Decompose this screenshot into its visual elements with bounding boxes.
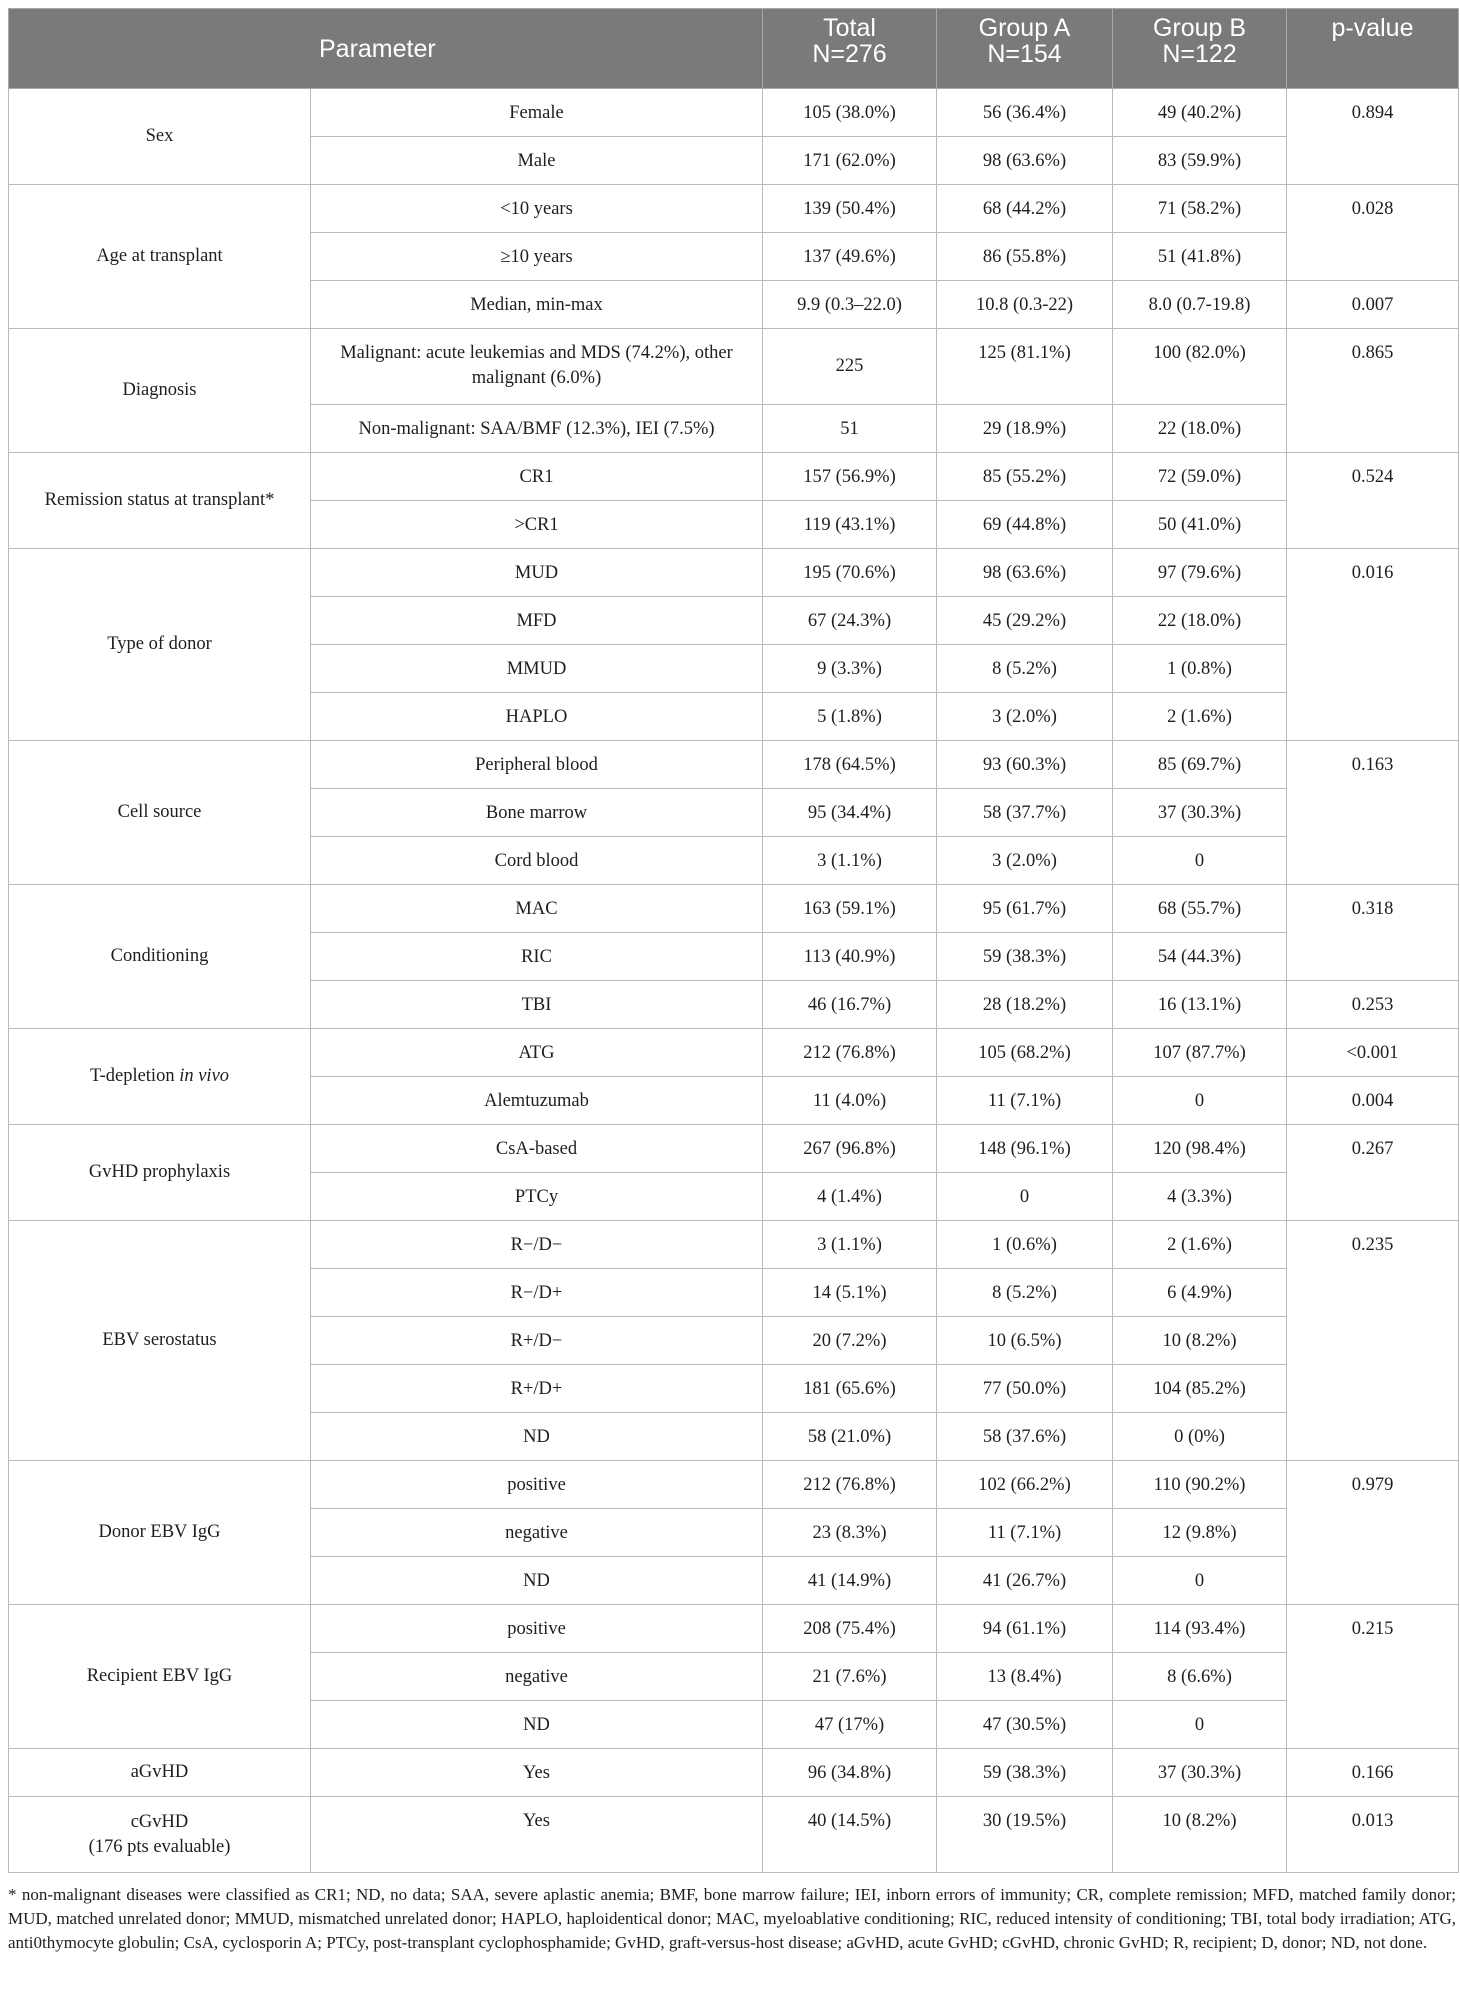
header-total: Total N=276 — [763, 9, 937, 89]
cell-b: 49 (40.2%) — [1113, 89, 1287, 137]
parameter-label: Recipient EBV IgG — [9, 1605, 311, 1749]
cell-total: 40 (14.5%) — [763, 1797, 937, 1873]
page — [8, 8, 1458, 1955]
table-row — [9, 885, 1459, 933]
cell-total: 47 (17%) — [763, 1701, 937, 1749]
cell-p-value: 0.979 — [1287, 1461, 1459, 1605]
cell-a: 13 (8.4%) — [937, 1653, 1113, 1701]
cell-a: 68 (44.2%) — [937, 185, 1113, 233]
cell-sub: ≥10 years — [311, 233, 763, 281]
cell-sub: MUD — [311, 549, 763, 597]
table-row — [9, 1029, 1459, 1077]
cell-p-value: 0.016 — [1287, 549, 1459, 741]
cell-b: 1 (0.8%) — [1113, 645, 1287, 693]
cell-sub: RIC — [311, 933, 763, 981]
cell-total: 14 (5.1%) — [763, 1269, 937, 1317]
cell-b: 2 (1.6%) — [1113, 693, 1287, 741]
cell-total: 3 (1.1%) — [763, 837, 937, 885]
cell-b: 51 (41.8%) — [1113, 233, 1287, 281]
parameter-label: Type of donor — [9, 549, 311, 741]
cell-a: 10.8 (0.3-22) — [937, 281, 1113, 329]
table-row — [9, 549, 1459, 597]
cell-total: 137 (49.6%) — [763, 233, 937, 281]
cell-b: 37 (30.3%) — [1113, 789, 1287, 837]
cell-p-value: 0.865 — [1287, 329, 1459, 453]
parameter-label: Sex — [9, 89, 311, 185]
header-parameter: Parameter — [9, 9, 763, 89]
cell-a: 77 (50.0%) — [937, 1365, 1113, 1413]
cell-sub: <10 years — [311, 185, 763, 233]
cell-a: 95 (61.7%) — [937, 885, 1113, 933]
cell-sub: R+/D+ — [311, 1365, 763, 1413]
table-row — [9, 329, 1459, 405]
cell-a: 69 (44.8%) — [937, 501, 1113, 549]
cell-a: 8 (5.2%) — [937, 1269, 1113, 1317]
cell-a: 85 (55.2%) — [937, 453, 1113, 501]
cell-total: 178 (64.5%) — [763, 741, 937, 789]
cell-total: 119 (43.1%) — [763, 501, 937, 549]
cell-sub: negative — [311, 1509, 763, 1557]
cell-b: 8 (6.6%) — [1113, 1653, 1287, 1701]
cell-a: 29 (18.9%) — [937, 405, 1113, 453]
cell-b: 0 — [1113, 837, 1287, 885]
cell-sub: Median, min-max — [311, 281, 763, 329]
cell-total: 157 (56.9%) — [763, 453, 937, 501]
cell-sub: MAC — [311, 885, 763, 933]
table-row — [9, 1221, 1459, 1269]
table-row — [9, 185, 1459, 233]
cell-a: 0 — [937, 1173, 1113, 1221]
cell-a: 28 (18.2%) — [937, 981, 1113, 1029]
cell-total: 9 (3.3%) — [763, 645, 937, 693]
cell-b: 114 (93.4%) — [1113, 1605, 1287, 1653]
cell-sub: Alemtuzumab — [311, 1077, 763, 1125]
cell-total: 46 (16.7%) — [763, 981, 937, 1029]
cell-total: 67 (24.3%) — [763, 597, 937, 645]
cell-sub: Yes — [311, 1797, 763, 1873]
cell-sub: R−/D− — [311, 1221, 763, 1269]
cell-a: 45 (29.2%) — [937, 597, 1113, 645]
cell-total: 195 (70.6%) — [763, 549, 937, 597]
cell-a: 3 (2.0%) — [937, 837, 1113, 885]
table-row — [9, 741, 1459, 789]
cell-a: 8 (5.2%) — [937, 645, 1113, 693]
cell-b: 50 (41.0%) — [1113, 501, 1287, 549]
cell-p-value: 0.028 — [1287, 185, 1459, 281]
cell-sub: R+/D− — [311, 1317, 763, 1365]
cell-sub: CR1 — [311, 453, 763, 501]
table-row — [9, 89, 1459, 137]
cell-a: 1 (0.6%) — [937, 1221, 1113, 1269]
parameter-label: T-depletion in vivo — [9, 1029, 311, 1125]
cell-total: 3 (1.1%) — [763, 1221, 937, 1269]
data-table — [8, 8, 1459, 1873]
cell-total: 163 (59.1%) — [763, 885, 937, 933]
cell-b: 6 (4.9%) — [1113, 1269, 1287, 1317]
cell-a: 41 (26.7%) — [937, 1557, 1113, 1605]
cell-a: 58 (37.7%) — [937, 789, 1113, 837]
cell-p-value: 0.004 — [1287, 1077, 1459, 1125]
cell-a: 11 (7.1%) — [937, 1077, 1113, 1125]
header-group-b: Group B N=122 — [1113, 9, 1287, 89]
cell-sub: positive — [311, 1605, 763, 1653]
cell-sub: Male — [311, 137, 763, 185]
cell-a: 105 (68.2%) — [937, 1029, 1113, 1077]
cell-total: 95 (34.4%) — [763, 789, 937, 837]
cell-total: 51 — [763, 405, 937, 453]
cell-a: 98 (63.6%) — [937, 549, 1113, 597]
parameter-label: cGvHD (176 pts evaluable) — [9, 1797, 311, 1873]
parameter-label: GvHD prophylaxis — [9, 1125, 311, 1221]
cell-b: 104 (85.2%) — [1113, 1365, 1287, 1413]
cell-total: 9.9 (0.3–22.0) — [763, 281, 937, 329]
cell-b: 37 (30.3%) — [1113, 1749, 1287, 1797]
cell-a: 10 (6.5%) — [937, 1317, 1113, 1365]
cell-b: 16 (13.1%) — [1113, 981, 1287, 1029]
cell-a: 3 (2.0%) — [937, 693, 1113, 741]
cell-total: 96 (34.8%) — [763, 1749, 937, 1797]
table-row — [9, 1125, 1459, 1173]
cell-p-value: 0.267 — [1287, 1125, 1459, 1221]
parameter-label: Conditioning — [9, 885, 311, 1029]
parameter-label: Age at transplant — [9, 185, 311, 329]
cell-b: 2 (1.6%) — [1113, 1221, 1287, 1269]
cell-b: 0 — [1113, 1701, 1287, 1749]
cell-b: 85 (69.7%) — [1113, 741, 1287, 789]
cell-total: 4 (1.4%) — [763, 1173, 937, 1221]
footnote: * non-malignant diseases were classified as CR1; ND, no data; SAA, severe aplastic anemia; BMF, bone marrow failure; IEI, inborn errors of immunity; CR, complete remission; MFD, matched family donor; MUD, matched unrelated donor; MMUD, mismatched unrelated donor; HAPLO, haploidentical donor; MAC, myeloablative conditioning; RIC, reduced intensity of conditioning; TBI, total body irradiation; ATG, anti0thymocyte globulin; CsA, cyclosporin A; PTCy, post-transplant cyclophosphamide; GvHD, graft-versus-host disease; aGvHD, acute GvHD; cGvHD, chronic GvHD; R, recipient; D, donor; ND, not done. — [8, 1885, 1456, 1952]
cell-total: 11 (4.0%) — [763, 1077, 937, 1125]
cell-total: 267 (96.8%) — [763, 1125, 937, 1173]
cell-sub: Female — [311, 89, 763, 137]
cell-sub: positive — [311, 1461, 763, 1509]
cell-sub: ATG — [311, 1029, 763, 1077]
cell-p-value: 0.013 — [1287, 1797, 1459, 1873]
cell-a: 125 (81.1%) — [937, 329, 1113, 405]
parameter-label: Donor EBV IgG — [9, 1461, 311, 1605]
table-row — [9, 453, 1459, 501]
parameter-label: Remission status at transplant* — [9, 453, 311, 549]
cell-a: 30 (19.5%) — [937, 1797, 1113, 1873]
cell-p-value: 0.163 — [1287, 741, 1459, 885]
cell-b: 71 (58.2%) — [1113, 185, 1287, 233]
cell-a: 56 (36.4%) — [937, 89, 1113, 137]
cell-b: 110 (90.2%) — [1113, 1461, 1287, 1509]
table-row — [9, 1797, 1459, 1873]
cell-total: 58 (21.0%) — [763, 1413, 937, 1461]
table-body — [9, 89, 1459, 1873]
cell-sub: Peripheral blood — [311, 741, 763, 789]
cell-b: 0 (0%) — [1113, 1413, 1287, 1461]
cell-sub: >CR1 — [311, 501, 763, 549]
header-row — [9, 9, 1459, 89]
cell-b: 10 (8.2%) — [1113, 1317, 1287, 1365]
cell-sub: TBI — [311, 981, 763, 1029]
cell-b: 22 (18.0%) — [1113, 405, 1287, 453]
cell-total: 181 (65.6%) — [763, 1365, 937, 1413]
cell-p-value: 0.253 — [1287, 981, 1459, 1029]
cell-a: 93 (60.3%) — [937, 741, 1113, 789]
cell-b: 68 (55.7%) — [1113, 885, 1287, 933]
cell-a: 86 (55.8%) — [937, 233, 1113, 281]
cell-p-value: <0.001 — [1287, 1029, 1459, 1077]
cell-sub: MMUD — [311, 645, 763, 693]
cell-sub: Malignant: acute leukemias and MDS (74.2%), other malignant (6.0%) — [311, 329, 763, 405]
cell-total: 113 (40.9%) — [763, 933, 937, 981]
cell-b: 22 (18.0%) — [1113, 597, 1287, 645]
cell-p-value: 0.524 — [1287, 453, 1459, 549]
cell-total: 23 (8.3%) — [763, 1509, 937, 1557]
cell-p-value: 0.318 — [1287, 885, 1459, 981]
cell-p-value: 0.007 — [1287, 281, 1459, 329]
cell-b: 4 (3.3%) — [1113, 1173, 1287, 1221]
cell-total: 212 (76.8%) — [763, 1461, 937, 1509]
parameter-label: aGvHD — [9, 1749, 311, 1797]
cell-total: 139 (50.4%) — [763, 185, 937, 233]
cell-a: 98 (63.6%) — [937, 137, 1113, 185]
cell-sub: CsA-based — [311, 1125, 763, 1173]
cell-total: 5 (1.8%) — [763, 693, 937, 741]
cell-b: 72 (59.0%) — [1113, 453, 1287, 501]
cell-a: 102 (66.2%) — [937, 1461, 1113, 1509]
cell-b: 10 (8.2%) — [1113, 1797, 1287, 1873]
cell-sub: ND — [311, 1413, 763, 1461]
cell-sub: ND — [311, 1701, 763, 1749]
cell-sub: Yes — [311, 1749, 763, 1797]
cell-b: 120 (98.4%) — [1113, 1125, 1287, 1173]
cell-sub: Bone marrow — [311, 789, 763, 837]
cell-total: 41 (14.9%) — [763, 1557, 937, 1605]
cell-b: 8.0 (0.7-19.8) — [1113, 281, 1287, 329]
cell-total: 225 — [763, 329, 937, 405]
cell-a: 59 (38.3%) — [937, 933, 1113, 981]
cell-a: 59 (38.3%) — [937, 1749, 1113, 1797]
cell-a: 11 (7.1%) — [937, 1509, 1113, 1557]
cell-b: 12 (9.8%) — [1113, 1509, 1287, 1557]
cell-p-value: 0.166 — [1287, 1749, 1459, 1797]
cell-b: 107 (87.7%) — [1113, 1029, 1287, 1077]
header-p-value: p-value — [1287, 9, 1459, 89]
cell-total: 208 (75.4%) — [763, 1605, 937, 1653]
cell-total: 20 (7.2%) — [763, 1317, 937, 1365]
cell-sub: R−/D+ — [311, 1269, 763, 1317]
cell-sub: MFD — [311, 597, 763, 645]
table-row — [9, 1749, 1459, 1797]
cell-sub: PTCy — [311, 1173, 763, 1221]
cell-a: 58 (37.6%) — [937, 1413, 1113, 1461]
cell-a: 47 (30.5%) — [937, 1701, 1113, 1749]
cell-b: 54 (44.3%) — [1113, 933, 1287, 981]
cell-sub: ND — [311, 1557, 763, 1605]
cell-total: 21 (7.6%) — [763, 1653, 937, 1701]
cell-p-value: 0.235 — [1287, 1221, 1459, 1461]
header-group-a: Group A N=154 — [937, 9, 1113, 89]
table-row — [9, 1605, 1459, 1653]
cell-sub: HAPLO — [311, 693, 763, 741]
cell-a: 94 (61.1%) — [937, 1605, 1113, 1653]
cell-sub: Cord blood — [311, 837, 763, 885]
parameter-label: Diagnosis — [9, 329, 311, 453]
cell-b: 0 — [1113, 1557, 1287, 1605]
cell-a: 148 (96.1%) — [937, 1125, 1113, 1173]
cell-sub: Non-malignant: SAA/BMF (12.3%), IEI (7.5%) — [311, 405, 763, 453]
cell-sub: negative — [311, 1653, 763, 1701]
cell-total: 212 (76.8%) — [763, 1029, 937, 1077]
table-row — [9, 1461, 1459, 1509]
cell-total: 105 (38.0%) — [763, 89, 937, 137]
cell-b: 0 — [1113, 1077, 1287, 1125]
cell-p-value: 0.894 — [1287, 89, 1459, 185]
cell-p-value: 0.215 — [1287, 1605, 1459, 1749]
parameter-label: Cell source — [9, 741, 311, 885]
cell-b: 83 (59.9%) — [1113, 137, 1287, 185]
cell-b: 100 (82.0%) — [1113, 329, 1287, 405]
parameter-label: EBV serostatus — [9, 1221, 311, 1461]
cell-b: 97 (79.6%) — [1113, 549, 1287, 597]
cell-total: 171 (62.0%) — [763, 137, 937, 185]
